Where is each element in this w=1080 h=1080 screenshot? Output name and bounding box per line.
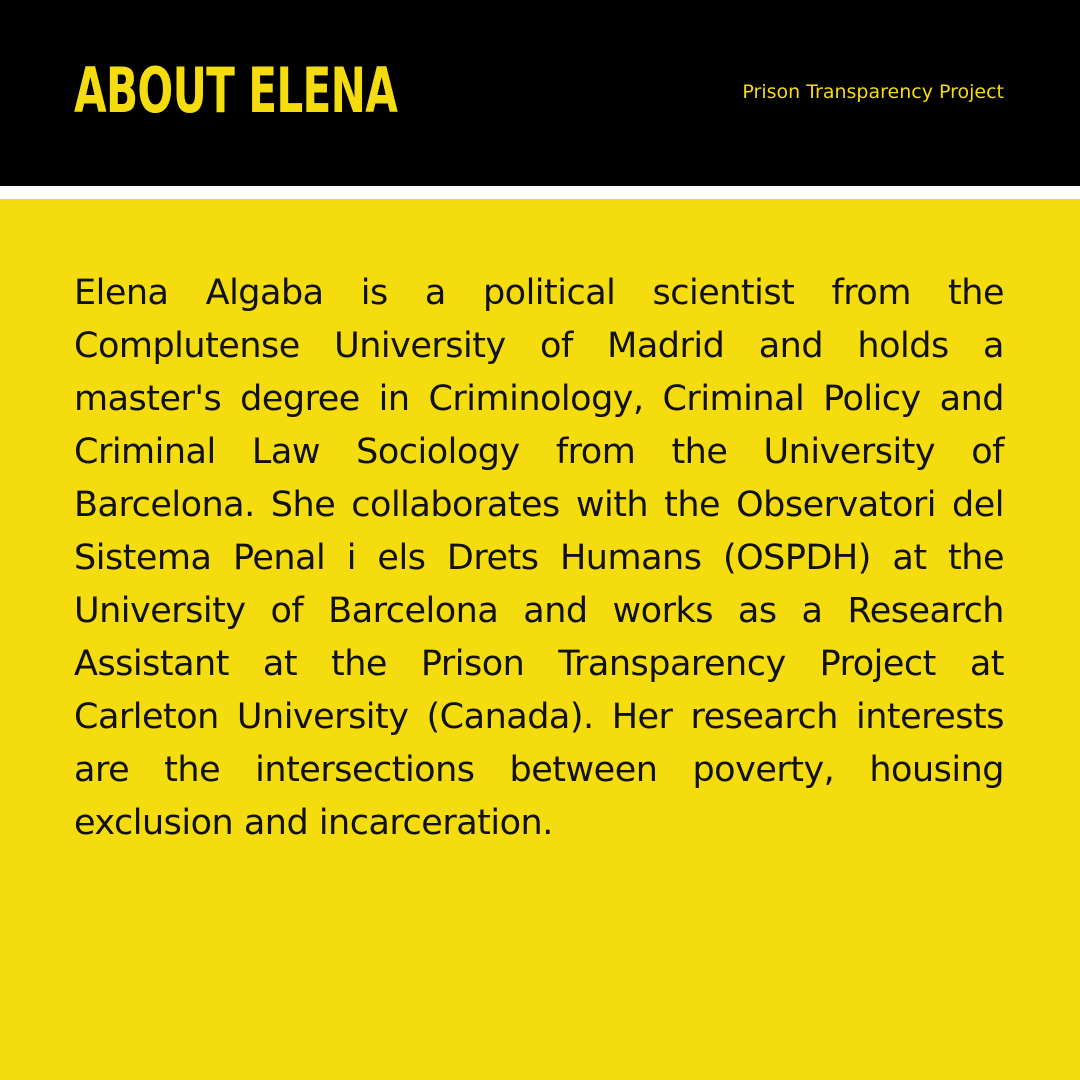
divider-line	[0, 186, 1080, 199]
page-title: ABOUT ELENA	[74, 54, 398, 127]
organization-name: Prison Transparency Project	[742, 81, 1004, 103]
header-bar	[0, 0, 1080, 186]
bio-paragraph: Elena Algaba is a political scientist from the Complutense University of Madrid and holds a master's degree in Criminology, Criminal Policy and Criminal Law Sociology from the University of Barcelona. She collaborates with the Observatori del Sistema Penal i els Drets Humans (OSPDH) at the University of Barcelona and works as a Research Assistant at the Prison Transparency Project at Carleton University (Canada). Her research interests are the intersections between poverty, housing exclusion and incarceration.	[74, 273, 1004, 843]
